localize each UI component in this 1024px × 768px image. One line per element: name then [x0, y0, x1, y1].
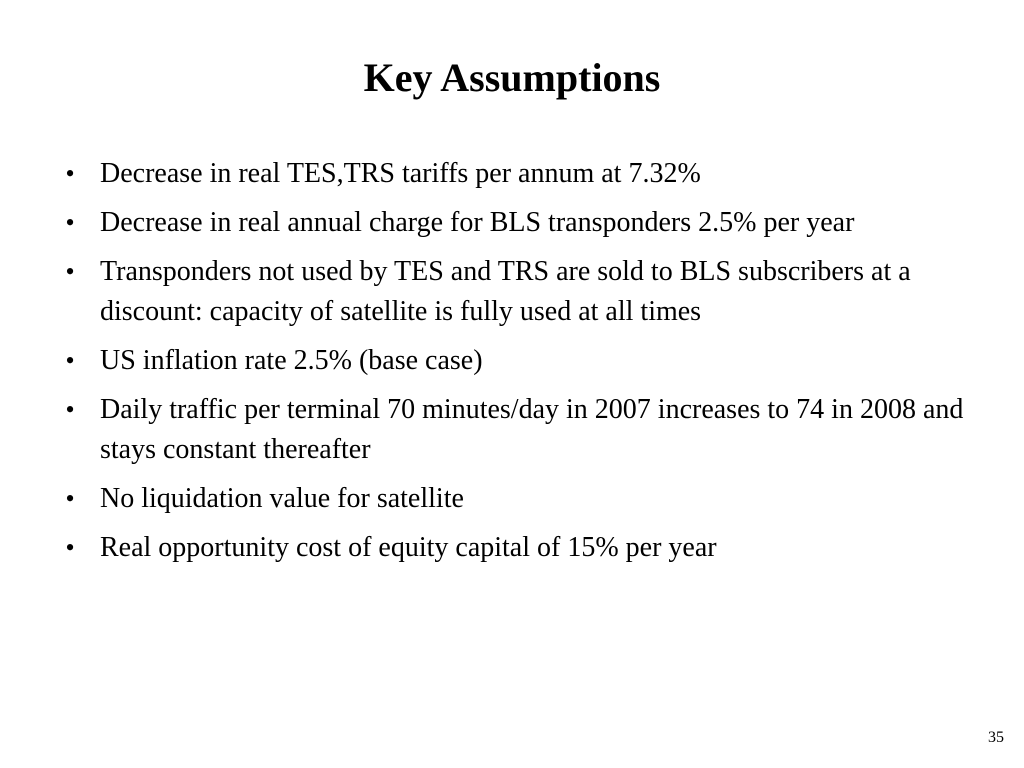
bullet-list: [60, 154, 970, 577]
bullet-icon: •: [65, 395, 75, 424]
bullet-item: [60, 341, 970, 381]
page-number: 35: [988, 729, 1004, 746]
bullet-text: US inflation rate 2.5% (base case): [100, 345, 483, 376]
bullet-icon: •: [65, 257, 75, 286]
bullet-icon: •: [65, 484, 75, 513]
bullet-text: No liquidation value for satellite: [100, 483, 464, 514]
bullet-item: [60, 479, 970, 519]
bullet-item: [60, 390, 970, 470]
bullet-text: Decrease in real TES,TRS tariffs per annum at 7.32%: [100, 158, 701, 189]
bullet-item: [60, 154, 970, 194]
bullet-icon: •: [65, 208, 75, 237]
bullet-text: Real opportunity cost of equity capital of 15% per year: [100, 532, 717, 563]
slide-title: Key Assumptions: [363, 55, 661, 100]
bullet-text: Decrease in real annual charge for BLS transponders 2.5% per year: [100, 207, 855, 238]
bullet-item: [60, 528, 970, 568]
bullet-text: Transponders not used by TES and TRS are sold to BLS subscribers at a discount: capacity of satellite is fully used at all times: [100, 256, 911, 327]
bullet-text: Daily traffic per terminal 70 minutes/day in 2007 increases to 74 in 2008 and stays constant thereafter: [100, 394, 964, 465]
bullet-icon: •: [65, 159, 75, 188]
bullet-icon: •: [65, 346, 75, 375]
bullet-item: [60, 252, 970, 332]
bullet-icon: •: [65, 533, 75, 562]
bullet-item: [60, 203, 970, 243]
